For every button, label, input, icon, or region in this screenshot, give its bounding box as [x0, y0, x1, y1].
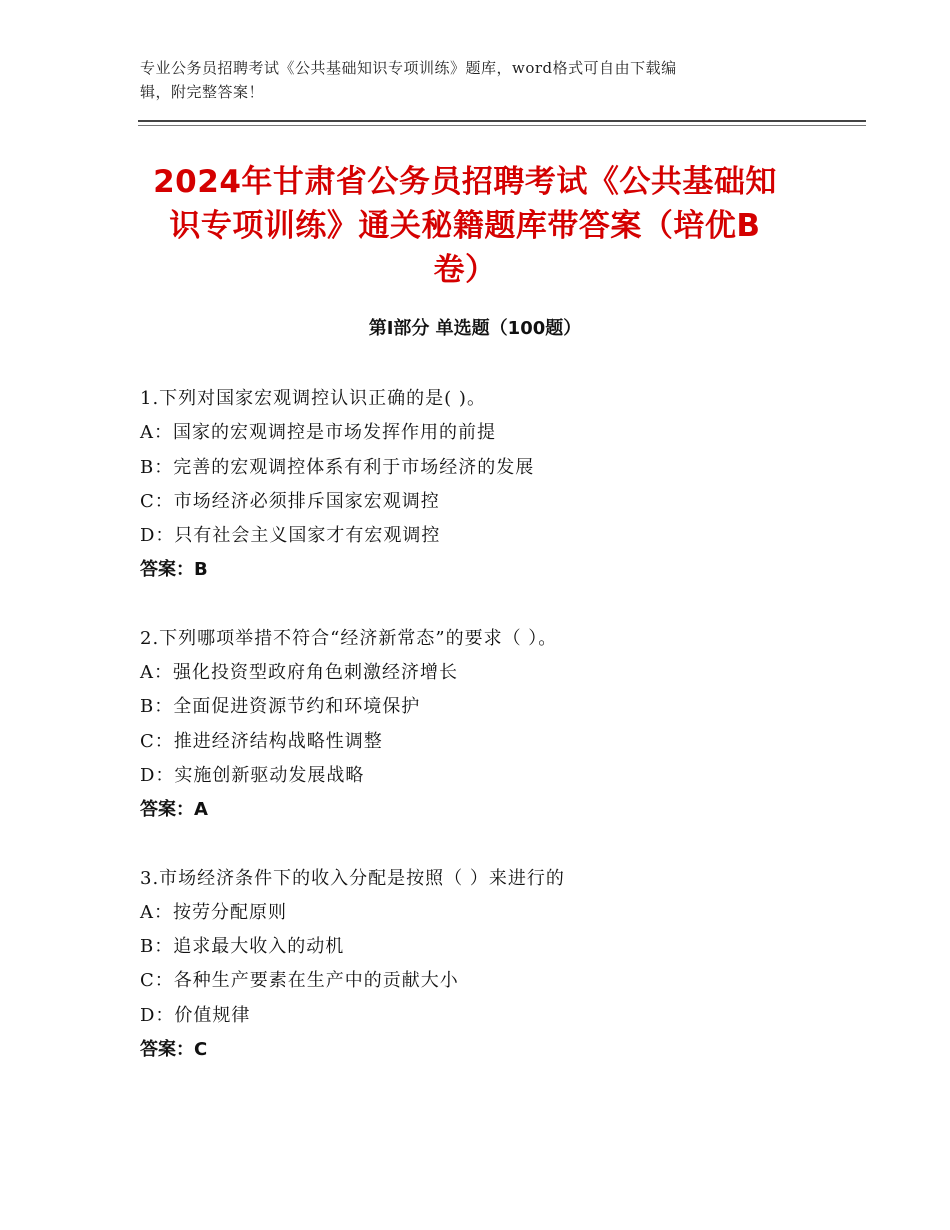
question-list [140, 382, 840, 1101]
question-stem: 2.下列哪项举措不符合“经济新常态”的要求（ ）。 [140, 627, 558, 649]
section-title: 第Ⅰ部分 单选题（100题） [368, 318, 582, 339]
header-divider-thick [138, 120, 866, 122]
question-1 [140, 382, 840, 588]
option-d: D：实施创新驱动发展战略 [140, 764, 365, 786]
option-a: A：强化投资型政府角色刺激经济增长 [140, 662, 458, 684]
option-b: B：追求最大收入的动机 [140, 936, 345, 958]
option-d: D：价值规律 [140, 1004, 251, 1026]
header-divider-thin [138, 125, 866, 126]
answer: 答案：C [140, 1039, 208, 1061]
header-note-line-2: 辑，附完整答案！ [140, 83, 265, 101]
question-stem: 3.市场经济条件下的收入分配是按照（ ）来进行的 [140, 867, 565, 889]
question-stem: 1.下列对国家宏观调控认识正确的是( )。 [140, 388, 486, 409]
option-a: A：国家的宏观调控是市场发挥作用的前提 [140, 422, 496, 444]
option-c: C：各种生产要素在生产中的贡献大小 [140, 970, 459, 992]
option-d: D：只有社会主义国家才有宏观调控 [140, 525, 441, 547]
question-3 [140, 862, 840, 1068]
document-title [120, 160, 810, 292]
answer: 答案：A [140, 799, 208, 821]
question-2 [140, 622, 840, 828]
option-a: A：按劳分配原则 [140, 901, 287, 923]
title-line-3: 卷） [433, 252, 497, 288]
option-b: B：全面促进资源节约和环境保护 [140, 696, 421, 718]
header-note-line-1: 专业公务员招聘考试《公共基础知识专项训练》题库，word格式可自由下载编 [140, 59, 677, 77]
answer: 答案：B [140, 559, 208, 581]
option-c: C：市场经济必须排斥国家宏观调控 [140, 490, 440, 512]
title-line-2: 识专项训练》通关秘籍题库带答案（培优B [169, 208, 761, 244]
option-b: B：完善的宏观调控体系有利于市场经济的发展 [140, 456, 535, 478]
option-c: C：推进经济结构战略性调整 [140, 730, 383, 752]
title-line-1: 2024年甘肃省公务员招聘考试《公共基础知 [153, 164, 777, 200]
header-note [140, 56, 790, 104]
